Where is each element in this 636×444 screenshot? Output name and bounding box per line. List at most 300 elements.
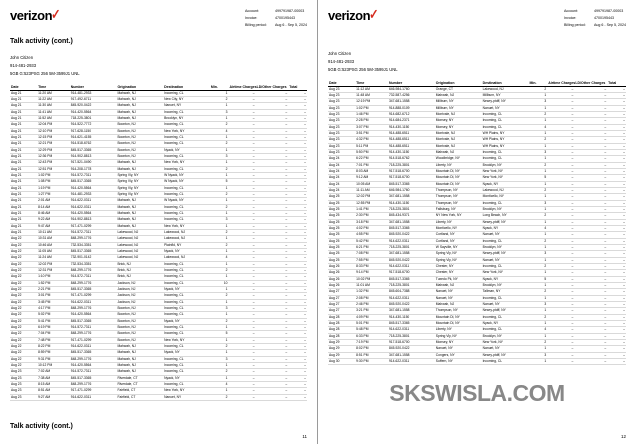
cell-airtime: –: [547, 301, 574, 307]
cell-ld-other: –: [256, 154, 289, 160]
cell-origination: Mountain Dl, NY: [435, 314, 482, 320]
cell-airtime: –: [547, 289, 574, 295]
cell-time: 2:01 AM: [37, 198, 70, 204]
cell-total: –: [607, 86, 626, 92]
cell-airtime: –: [547, 181, 574, 187]
cell-min: 3: [210, 109, 229, 115]
cell-ld-other: –: [256, 331, 289, 337]
cell-time: 2:28 PM: [355, 118, 388, 124]
cell-airtime: –: [228, 116, 255, 122]
cell-time: 1:02 PM: [355, 105, 388, 111]
cell-number: 914-622-0311: [388, 358, 435, 364]
cell-date: Aug 22: [10, 267, 37, 273]
cell-ld-other: –: [256, 135, 289, 141]
cell-min: 5: [528, 276, 547, 282]
cell-ld-other: –: [574, 105, 607, 111]
billing-period-label: Billing period:: [245, 22, 267, 27]
cell-number: 848-299-1776: [70, 267, 117, 273]
cell-airtime: –: [547, 352, 574, 358]
cell-destination: Incoming, CL: [482, 150, 529, 156]
cell-time: 5:01 PM: [355, 320, 388, 326]
cell-origination: Lakewood, NJ: [116, 255, 163, 261]
cell-time: 11:12 AM: [355, 86, 388, 92]
cell-date: Aug 24: [328, 181, 355, 187]
cell-ld-other: –: [574, 194, 607, 200]
cell-number: 845-517-3365: [388, 181, 435, 187]
cell-number: 718-225-3801: [388, 162, 435, 168]
cell-origination: Fairfield, CT: [116, 394, 163, 400]
cell-min: 1: [528, 131, 547, 137]
cell-date: Aug 21: [10, 135, 37, 141]
cell-date: Aug 23: [328, 86, 355, 92]
cell-airtime: –: [228, 128, 255, 134]
cell-origination: Mahwah, NJ: [116, 103, 163, 109]
cell-destination: WH Plains, NY: [482, 131, 529, 137]
cell-destination: Nanuet, NY: [482, 301, 529, 307]
customer-phone: 914-481-2933: [328, 59, 355, 65]
cell-number: 845-434-9371: [388, 213, 435, 219]
cell-origination: Montvale, NJ: [435, 112, 482, 118]
cell-origination: Monsey, NY: [435, 124, 482, 130]
col-ld-other-charges: LD/Other Charges: [575, 80, 606, 85]
cell-destination: Nanuet, NY: [482, 346, 529, 352]
cell-date: Aug 22: [10, 248, 37, 254]
cell-min: 1: [210, 324, 229, 330]
cell-number: 845-517-3365: [70, 248, 117, 254]
cell-min: 1: [210, 223, 229, 229]
col-date: Date: [10, 85, 37, 91]
cell-min: 1: [210, 198, 229, 204]
cell-min: 2: [528, 162, 547, 168]
cell-ld-other: –: [256, 147, 289, 153]
cell-min: 2: [210, 166, 229, 172]
call-table-left: [10, 85, 307, 401]
cell-destination: New York, NY: [163, 388, 210, 394]
cell-number: 914-488-6511: [388, 137, 435, 143]
cell-date: Aug 23: [328, 124, 355, 130]
cell-origination: Thompson, NY: [435, 194, 482, 200]
cell-origination: Mahwah, NJ: [435, 301, 482, 307]
cell-min: 1: [528, 308, 547, 314]
cell-airtime: –: [547, 257, 574, 263]
cell-number: 845-920-0422: [70, 103, 117, 109]
cell-number: 845-920-0422: [388, 257, 435, 263]
cell-ld-other: –: [256, 274, 289, 280]
account-summary-right: [564, 8, 626, 28]
cell-airtime: –: [547, 282, 574, 288]
cell-airtime: –: [547, 156, 574, 162]
cell-airtime: –: [228, 356, 255, 362]
cell-origination: Boonton, NJ: [116, 135, 163, 141]
cell-ld-other: –: [256, 261, 289, 267]
cell-destination: Incoming, CL: [163, 122, 210, 128]
cell-time: 12:19 PM: [355, 99, 388, 105]
cell-destination: Brooklyn, NY: [482, 244, 529, 250]
cell-total: –: [288, 211, 307, 217]
cell-airtime: –: [228, 147, 255, 153]
cell-origination: Spring Vly, NY: [116, 185, 163, 191]
cell-destination: New City, NY: [163, 97, 210, 103]
cell-min: 1: [210, 299, 229, 305]
cell-origination: Orange, CT: [435, 86, 482, 92]
cell-number: 914-430-1150: [388, 200, 435, 206]
cell-time: 11:48 AM: [355, 93, 388, 99]
col-airtime-charges: Airtime Charges: [548, 80, 576, 85]
cell-date: Aug 27: [328, 301, 355, 307]
cell-destination: Nyack, NY: [163, 375, 210, 381]
cell-min: 2: [210, 141, 229, 147]
col-time: Time: [355, 81, 388, 87]
col-airtime-charges: Airtime Charges: [229, 84, 257, 89]
cell-origination: Boonton, NJ: [116, 337, 163, 343]
cell-total: –: [607, 346, 626, 352]
cell-ld-other: –: [256, 293, 289, 299]
cell-ld-other: –: [574, 339, 607, 345]
cell-time: 4:17 PM: [37, 305, 70, 311]
cell-destination: Incoming, CL: [163, 267, 210, 273]
cell-number: 914-420-5564: [70, 211, 117, 217]
cell-origination: Lakewood, NJ: [116, 248, 163, 254]
cell-time: 7:48 PM: [37, 337, 70, 343]
cell-origination: Tuxedo Pk, NY: [435, 276, 482, 282]
cell-origination: Brick, NJ: [116, 274, 163, 280]
cell-origination: Mahwah, NJ: [116, 217, 163, 223]
cell-total: –: [607, 207, 626, 213]
cell-destination: Nanuet, NY: [163, 103, 210, 109]
verizon-logo-text: verizon: [10, 8, 53, 23]
cell-total: –: [288, 255, 307, 261]
cell-destination: Nyack, NY: [163, 318, 210, 324]
cell-number: 914-488-6511: [388, 143, 435, 149]
cell-origination: Brick, NJ: [116, 261, 163, 267]
cell-time: 5:11 PM: [355, 143, 388, 149]
cell-total: –: [288, 122, 307, 128]
verizon-logo: [328, 8, 378, 23]
cell-date: Aug 23: [10, 381, 37, 387]
cell-min: 2: [210, 192, 229, 198]
cell-airtime: –: [547, 200, 574, 206]
cell-min: 2: [210, 204, 229, 210]
cell-min: 2: [528, 289, 547, 295]
cell-date: Aug 22: [10, 242, 37, 248]
cell-destination: Nyack, NY: [163, 147, 210, 153]
cell-ld-other: –: [574, 181, 607, 187]
cell-ld-other: –: [574, 358, 607, 364]
cell-destination: Incoming, CL: [482, 112, 529, 118]
cell-total: –: [288, 242, 307, 248]
cell-total: –: [288, 280, 307, 286]
cell-destination: Incoming, CL: [482, 118, 529, 124]
cell-time: 11:41 AM: [37, 109, 70, 115]
cell-number: 914-622-0311: [388, 327, 435, 333]
cell-origination: Mountain Dl, NY: [435, 169, 482, 175]
cell-date: Aug 25: [328, 200, 355, 206]
cell-ld-other: –: [256, 255, 289, 261]
cell-date: Aug 22: [10, 255, 37, 261]
cell-min: 1: [210, 160, 229, 166]
cell-number: 347-681-1558: [388, 99, 435, 105]
cell-ld-other: –: [256, 375, 289, 381]
cell-time: 1:19 PM: [37, 185, 70, 191]
cell-date: Aug 23: [10, 369, 37, 375]
cell-time: 3:07 PM: [355, 124, 388, 130]
cell-time: 8:51 AM: [37, 388, 70, 394]
cell-destination: Nanuet, NY: [482, 232, 529, 238]
cell-airtime: –: [547, 251, 574, 257]
cell-min: 1: [528, 282, 547, 288]
cell-date: Aug 23: [328, 105, 355, 111]
cell-total: –: [607, 314, 626, 320]
cell-number: 917-518-6700: [388, 339, 435, 345]
cell-total: –: [288, 286, 307, 292]
cell-ld-other: –: [256, 211, 289, 217]
cell-destination: Nanuet, NY: [482, 257, 529, 263]
cell-time: 1:08 PM: [37, 179, 70, 185]
cell-ld-other: –: [256, 318, 289, 324]
cell-total: –: [607, 169, 626, 175]
cell-ld-other: –: [256, 236, 289, 242]
cell-ld-other: –: [574, 270, 607, 276]
cell-date: Aug 21: [10, 173, 37, 179]
cell-date: Aug 26: [328, 270, 355, 276]
cell-time: 12:02 PM: [37, 261, 70, 267]
cell-min: 4: [210, 128, 229, 134]
cell-ld-other: –: [256, 179, 289, 185]
cell-time: 12:43 PM: [37, 160, 70, 166]
cell-origination: Mahwah, NJ: [116, 90, 163, 96]
cell-min: 1: [528, 358, 547, 364]
cell-total: –: [288, 135, 307, 141]
cell-min: 1: [528, 320, 547, 326]
cell-origination: Jackson, NJ: [116, 299, 163, 305]
cell-ld-other: –: [574, 308, 607, 314]
cell-min: 1: [210, 135, 229, 141]
cell-origination: Boonton, NJ: [116, 318, 163, 324]
cell-origination: Millburn, NY: [435, 105, 482, 111]
cell-total: –: [288, 356, 307, 362]
cell-destination: Nyack, NY: [482, 320, 529, 326]
cell-min: 1: [210, 388, 229, 394]
cell-number: 914-622-0311: [70, 343, 117, 349]
cell-destination: Newry-ptdff, NY: [482, 219, 529, 225]
cell-date: Aug 22: [10, 337, 37, 343]
cell-total: –: [288, 350, 307, 356]
cell-date: Aug 30: [328, 358, 355, 364]
checkmark-icon: ✓: [368, 6, 378, 22]
billing-period-value: Aug 6 - Sep 5, 2024: [594, 22, 626, 27]
cell-time: 11:01 AM: [355, 282, 388, 288]
cell-airtime: –: [228, 299, 255, 305]
cell-total: –: [607, 175, 626, 181]
cell-total: –: [607, 124, 626, 130]
cell-min: 1: [210, 350, 229, 356]
cell-destination: Incoming, CL: [163, 204, 210, 210]
cell-destination: Newry-ptdff, NY: [482, 352, 529, 358]
cell-date: Aug 21: [10, 109, 37, 115]
cell-total: –: [607, 99, 626, 105]
cell-number: 845-920-0422: [388, 301, 435, 307]
cell-total: –: [607, 276, 626, 282]
cell-ld-other: –: [256, 242, 289, 248]
cell-origination: Liberty, NY: [435, 219, 482, 225]
cell-airtime: –: [228, 324, 255, 330]
cell-origination: Chester, NY: [435, 263, 482, 269]
cell-total: –: [288, 154, 307, 160]
cell-min: 3: [528, 301, 547, 307]
cell-ld-other: –: [574, 150, 607, 156]
cell-origination: Mahwah, NJ: [116, 160, 163, 166]
cell-airtime: –: [228, 236, 255, 242]
cell-number: 914-902-8813: [70, 217, 117, 223]
footer-title: Talk activity (cont.): [10, 423, 73, 430]
cell-min: 3: [528, 150, 547, 156]
cell-origination: Mahwah, NJ: [116, 223, 163, 229]
cell-total: –: [288, 274, 307, 280]
cell-date: Aug 22: [10, 293, 37, 299]
cell-time: 4:09 PM: [355, 314, 388, 320]
cell-date: Aug 22: [10, 312, 37, 318]
cell-min: 1: [528, 169, 547, 175]
cell-airtime: –: [228, 293, 255, 299]
cell-time: 7:38 AM: [37, 375, 70, 381]
cell-destination: Incoming, CL: [482, 263, 529, 269]
cell-min: 1: [528, 346, 547, 352]
cell-time: 11:20 AM: [37, 90, 70, 96]
cell-origination: Mountain Dl, NY: [435, 320, 482, 326]
cell-origination: Boonton, NJ: [116, 122, 163, 128]
cell-total: –: [607, 181, 626, 187]
billing-period-value: Aug 6 - Sep 5, 2024: [275, 22, 307, 27]
cell-airtime: –: [547, 320, 574, 326]
cell-total: –: [288, 343, 307, 349]
cell-ld-other: –: [256, 166, 289, 172]
cell-number: 718-225-3801: [388, 333, 435, 339]
cell-airtime: –: [547, 124, 574, 130]
cell-min: 3: [528, 200, 547, 206]
cell-destination: Lakewood, NJ: [163, 236, 210, 242]
cell-destination: Plainfld, NY: [163, 242, 210, 248]
cell-ld-other: –: [574, 295, 607, 301]
cell-origination: Cortland, NY: [435, 232, 482, 238]
cell-origination: Thompson, NY: [435, 200, 482, 206]
cell-total: –: [288, 192, 307, 198]
cell-total: –: [607, 162, 626, 168]
cell-ld-other: –: [256, 280, 289, 286]
cell-min: 3: [528, 99, 547, 105]
cell-airtime: –: [547, 194, 574, 200]
cell-ld-other: –: [256, 173, 289, 179]
cell-airtime: –: [547, 232, 574, 238]
cell-time: 1:10 PM: [37, 274, 70, 280]
cell-date: Aug 22: [10, 299, 37, 305]
cell-ld-other: –: [574, 162, 607, 168]
cell-destination: Incoming, CL: [163, 211, 210, 217]
cell-number: 914-518-6762: [70, 141, 117, 147]
cell-total: –: [607, 251, 626, 257]
cell-origination: Mahwah, NJ: [116, 97, 163, 103]
cell-ld-other: –: [256, 286, 289, 292]
cell-number: 914-572-7311: [70, 369, 117, 375]
cell-number: 917-628-1150: [70, 128, 117, 134]
cell-number: 914-430-1150: [388, 314, 435, 320]
cell-origination: Thompson, NY: [435, 308, 482, 314]
cell-ld-other: –: [574, 99, 607, 105]
cell-destination: Newry-ptdff, NY: [482, 99, 529, 105]
cell-airtime: –: [228, 109, 255, 115]
cell-destination: Monticello, NY: [482, 194, 529, 200]
cell-time: 12:04 PM: [37, 122, 70, 128]
cell-date: Aug 23: [328, 112, 355, 118]
cell-origination: Mahwah, NJ: [435, 150, 482, 156]
cell-date: Aug 21: [10, 192, 37, 198]
cell-airtime: –: [547, 175, 574, 181]
cell-number: 914-902-8813: [70, 154, 117, 160]
cell-time: 6:22 PM: [355, 156, 388, 162]
cell-destination: Incoming, CL: [163, 135, 210, 141]
cell-date: Aug 21: [10, 198, 37, 204]
cell-destination: New York, NY: [482, 175, 529, 181]
cell-time: 7:08 PM: [355, 251, 388, 257]
cell-date: Aug 23: [328, 93, 355, 99]
cell-time: 2:21 PM: [37, 286, 70, 292]
cell-ld-other: –: [574, 93, 607, 99]
cell-airtime: –: [228, 362, 255, 368]
cell-airtime: –: [228, 122, 255, 128]
cell-date: Aug 25: [328, 213, 355, 219]
cell-ld-other: –: [574, 263, 607, 269]
cell-airtime: –: [228, 192, 255, 198]
cell-time: 8:03 AM: [355, 169, 388, 175]
cell-ld-other: –: [574, 226, 607, 232]
cell-number: 347-681-1558: [388, 194, 435, 200]
page-header-right: [328, 8, 626, 28]
customer-plan: 5GB G:523PSG 256 5M-3599J1 UNL: [328, 67, 398, 73]
cell-min: 1: [210, 337, 229, 343]
cell-date: Aug 25: [328, 226, 355, 232]
cell-ld-other: –: [574, 276, 607, 282]
cell-ld-other: –: [574, 232, 607, 238]
cell-date: Aug 26: [328, 282, 355, 288]
cell-total: –: [288, 299, 307, 305]
cell-destination: Millburn, NY: [482, 93, 529, 99]
cell-destination: Nyack, NY: [482, 276, 529, 282]
cell-min: 1: [210, 116, 229, 122]
cell-number: 732-901-0142: [70, 255, 117, 261]
cell-date: Aug 23: [10, 394, 37, 400]
cell-airtime: –: [547, 169, 574, 175]
cell-date: Aug 27: [328, 308, 355, 314]
cell-airtime: –: [547, 244, 574, 250]
cell-destination: Long Beach, NY: [482, 213, 529, 219]
cell-destination: Incoming, CL: [482, 295, 529, 301]
cell-total: –: [288, 223, 307, 229]
cell-time: 12:29 PM: [37, 147, 70, 153]
cell-total: –: [288, 318, 307, 324]
cell-min: 1: [528, 270, 547, 276]
cell-time: 3:01 PM: [37, 293, 70, 299]
customer-plan: 5GB G:523PSG 256 5M-3599J1 UNL: [10, 71, 80, 77]
cell-airtime: –: [228, 179, 255, 185]
cell-ld-other: –: [256, 388, 289, 394]
cell-time: 10:46 AM: [37, 242, 70, 248]
cell-min: 1: [528, 93, 547, 99]
cell-total: –: [607, 213, 626, 219]
cell-origination: Spring Vly, NY: [435, 257, 482, 263]
cell-total: –: [607, 358, 626, 364]
cell-origination: Mahwah, NJ: [435, 282, 482, 288]
cell-min: 3: [528, 251, 547, 257]
cell-ld-other: –: [256, 141, 289, 147]
